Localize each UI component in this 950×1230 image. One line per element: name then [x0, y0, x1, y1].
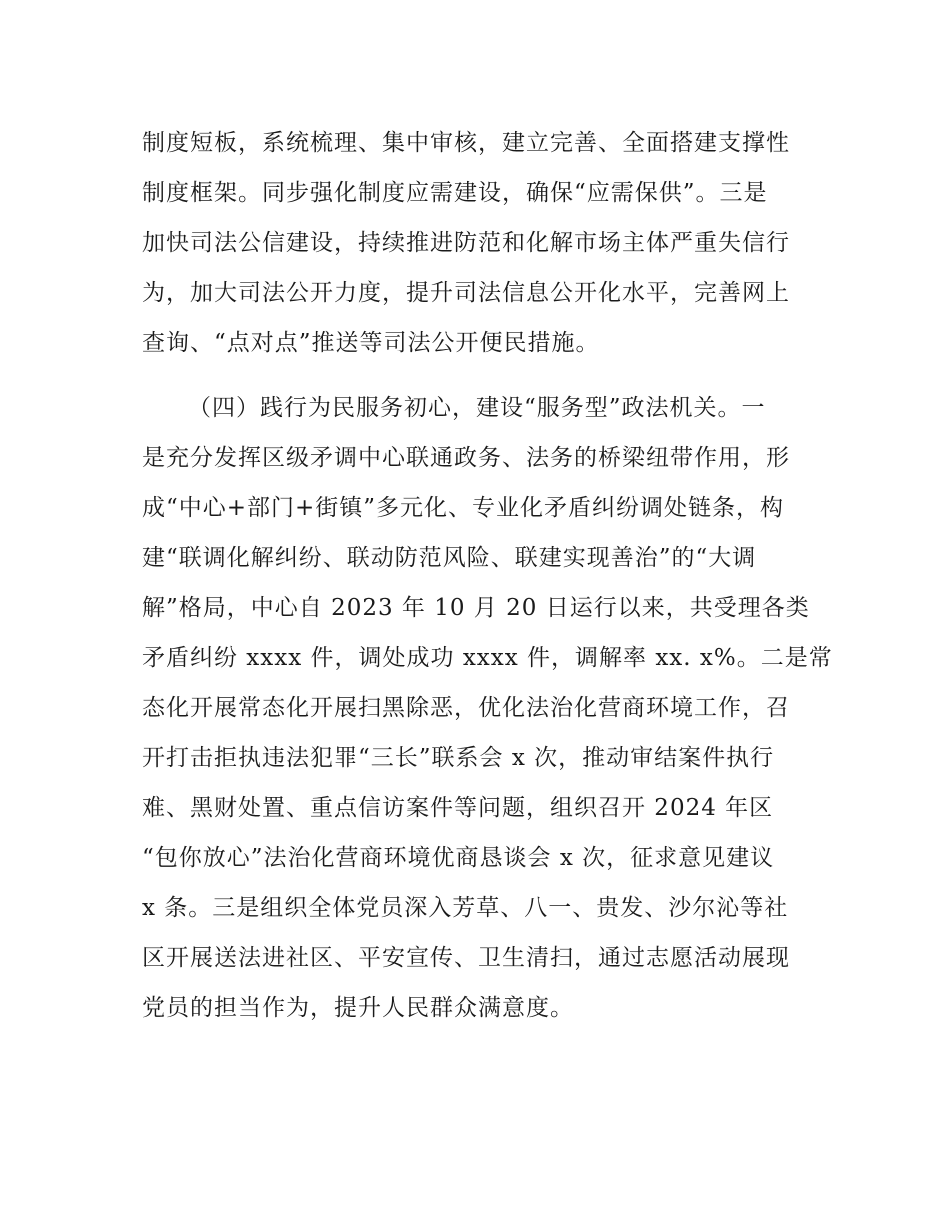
paragraph-line: x 条。三是组织全体党员深入芳草、八一、贵发、沙尔沁等社	[142, 895, 789, 921]
paragraph-line: 难、黑财处置、重点信访案件等问题，组织召开 2024 年区	[142, 795, 774, 821]
paragraph-line: “包你放心”法治化营商环境优商恳谈会 x 次，征求意见建议	[142, 845, 775, 871]
paragraph-line: 查询、“点对点”推送等司法公开便民措施。	[142, 330, 600, 356]
paragraph-line: 加快司法公信建设，持续推进防范和化解市场主体严重失信行	[142, 230, 790, 256]
paragraph-line: 制度框架。同步强化制度应需建设，确保“应需保供”。三是	[142, 180, 768, 206]
paragraph-line: 成“中心+部门+街镇”多元化、专业化矛盾纠纷调处链条，构	[142, 495, 785, 521]
paragraph-line: 解”格局，中心自 2023 年 10 月 20 日运行以来，共受理各类	[142, 595, 810, 621]
paragraph-heading-line: （四）践行为民服务初心，建设“服务型”政法机关。一	[188, 395, 766, 421]
paragraph-line: 态化开展常态化开展扫黑除恶，优化法治化营商环境工作，召	[142, 695, 790, 721]
paragraph-line: 建“联调化解纠纷、联动防范风险、联建实现善治”的“大调	[142, 545, 757, 571]
paragraph-line: 是充分发挥区级矛调中心联通政务、法务的桥梁纽带作用，形	[142, 445, 790, 471]
paragraph-line: 开打击拒执违法犯罪“三长”联系会 x 次，推动审结案件执行	[142, 745, 775, 771]
paragraph-line: 为，加大司法公开力度，提升司法信息公开化水平，完善网上	[142, 280, 790, 306]
paragraph-line: 制度短板，系统梳理、集中审核，建立完善、全面搭建支撑性	[142, 130, 790, 156]
paragraph-line: 党员的担当作为，提升人民群众满意度。	[142, 995, 574, 1021]
paragraph-line: 矛盾纠纷 xxxx 件，调处成功 xxxx 件，调解率 xx. x%。二是常	[142, 645, 833, 671]
paragraph-line: 区开展送法进社区、平安宣传、卫生清扫，通过志愿活动展现	[142, 945, 790, 971]
